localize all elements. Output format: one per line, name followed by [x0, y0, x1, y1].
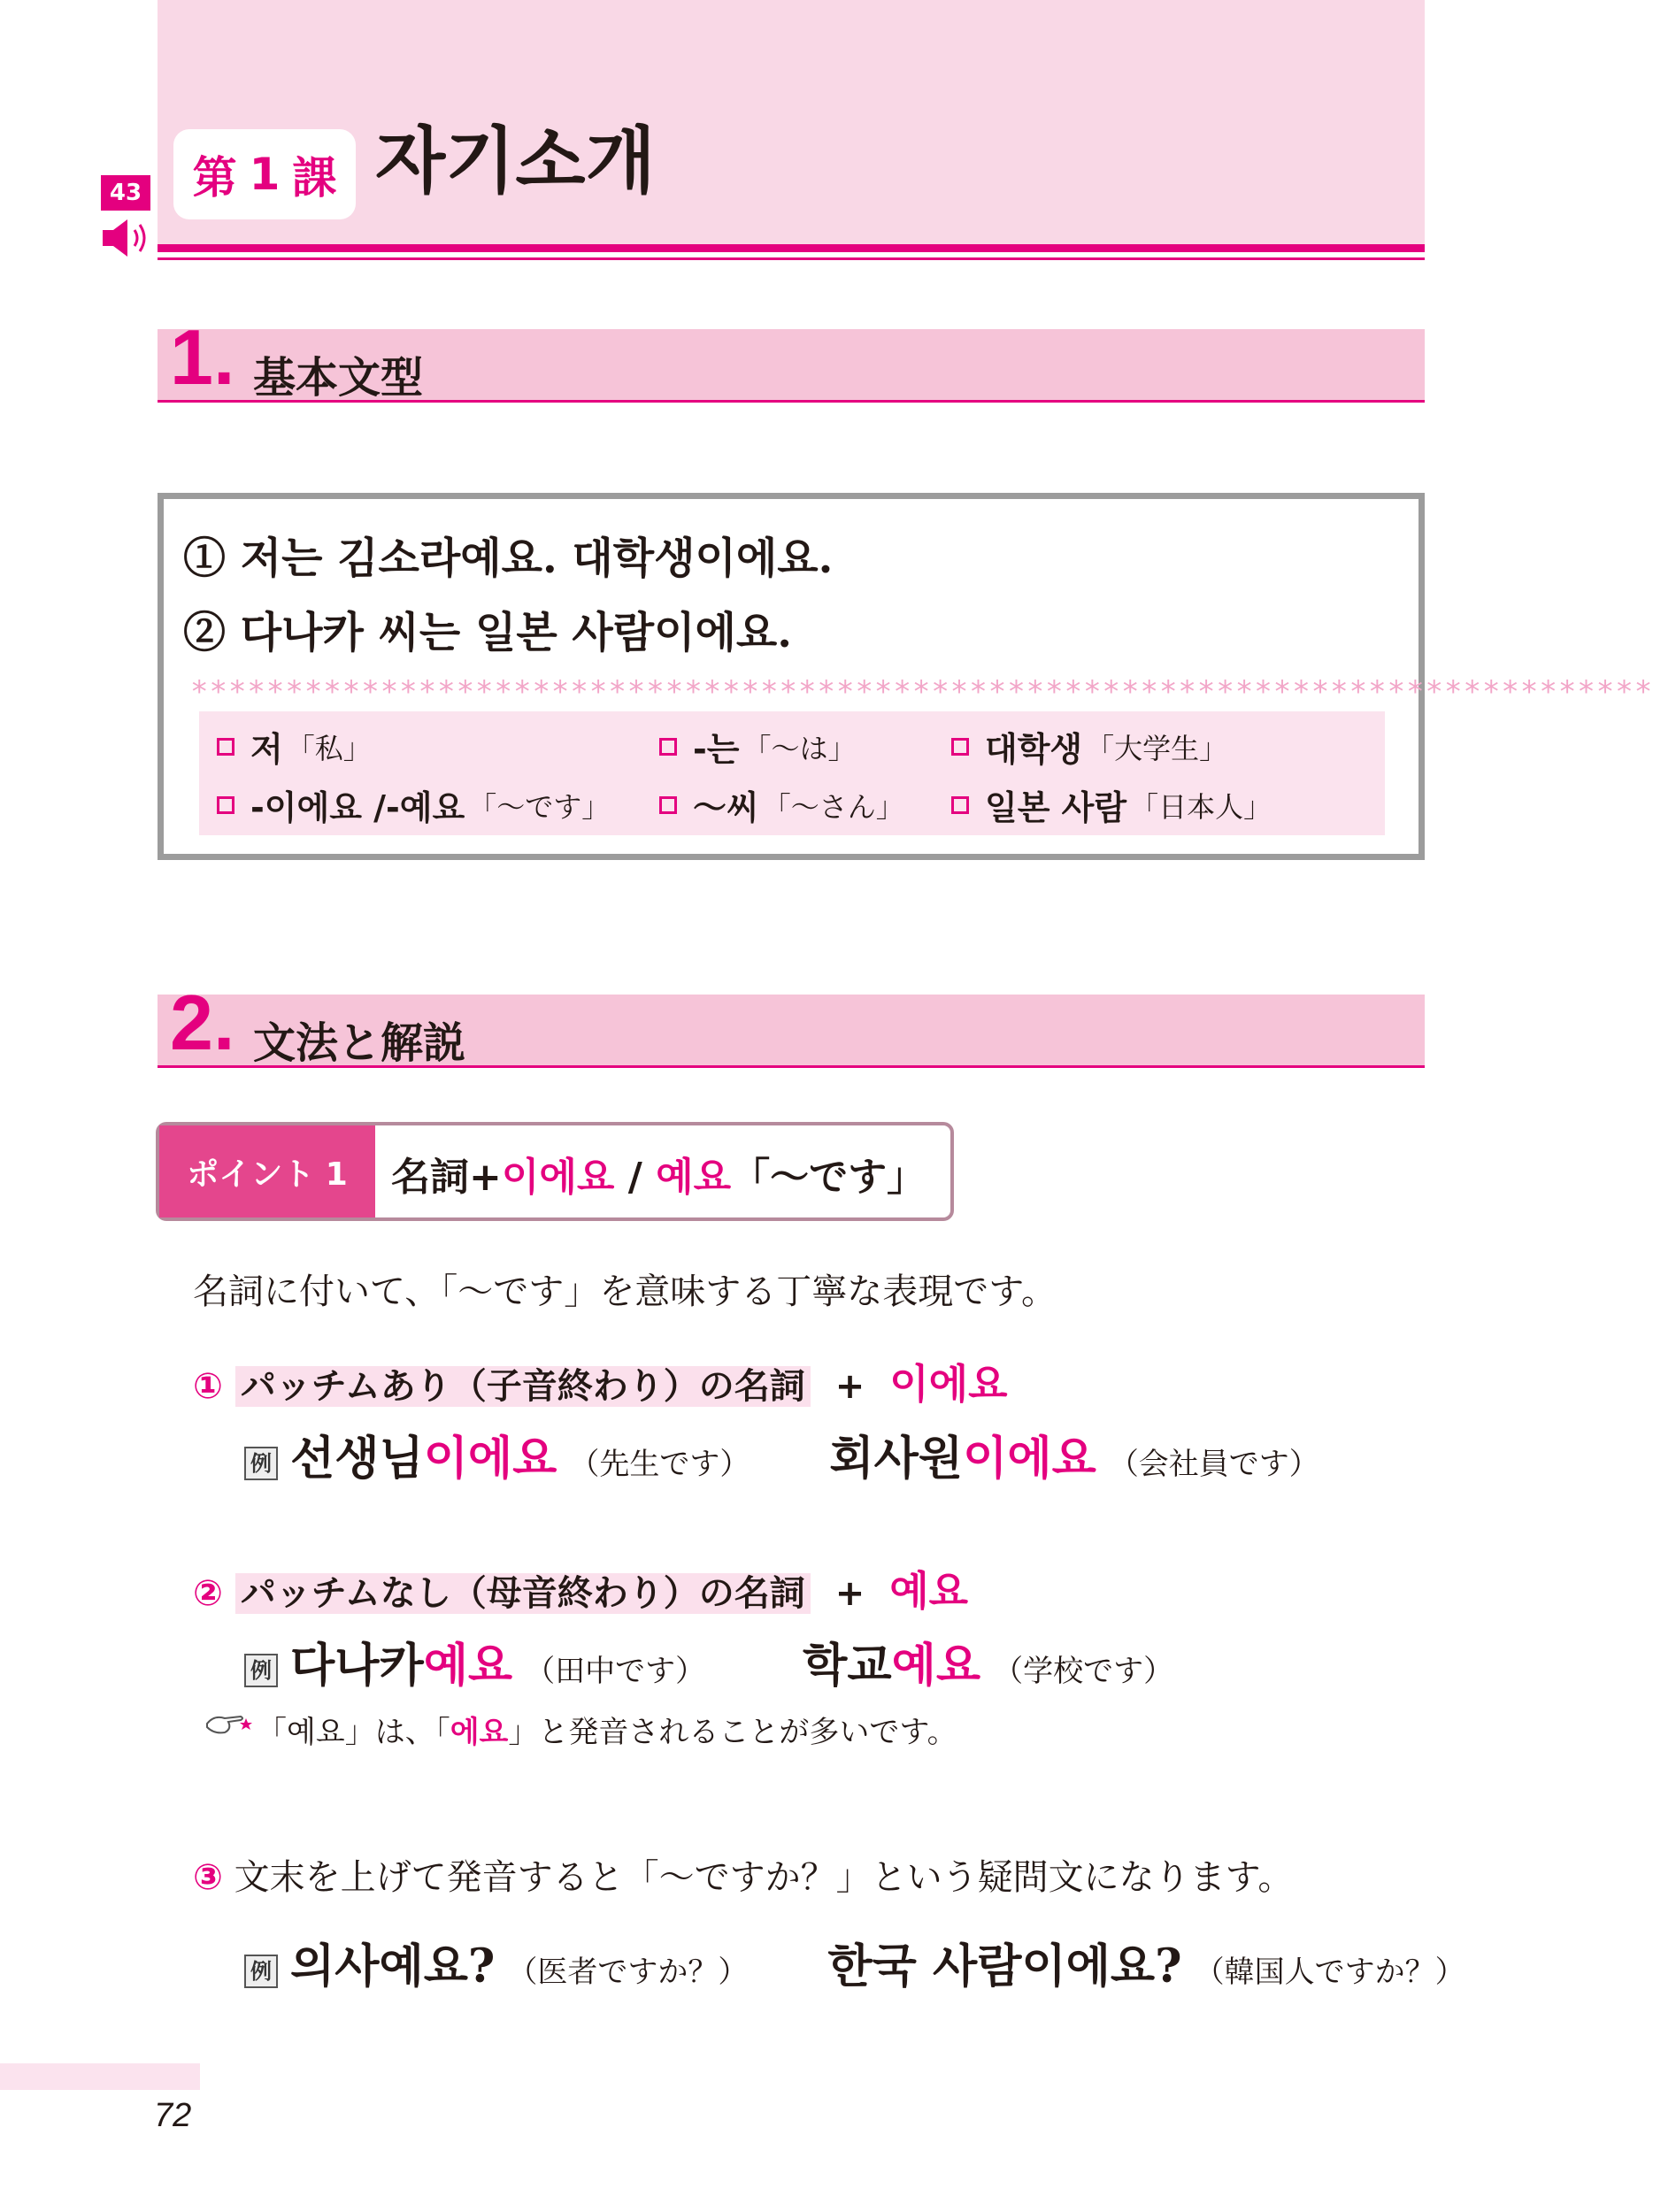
checkbox-icon — [659, 738, 677, 756]
rule-3-examples: 例 의사예요? （医者ですか？） 한국 사람이에요? （韓国人ですか？） — [244, 1929, 1465, 1995]
pattern-sentence-1: ① 저는 김소라예요. 대학생이에요. — [183, 534, 834, 583]
pattern-sentence-2: ② 다나카 씨는 일본 사람이에요. — [183, 608, 792, 657]
point-label: ポイント 1 — [159, 1125, 375, 1217]
pronunciation-note: 「예요」は、「에요」と発音されることが多いです。 — [257, 1715, 957, 1750]
lesson-suffix: 課 — [292, 152, 337, 204]
checkbox-icon — [951, 738, 969, 756]
vocab-item: 저 「私」 — [217, 722, 372, 771]
checkbox-icon — [659, 796, 677, 814]
checkbox-icon — [217, 796, 234, 814]
grammar-point-box — [156, 1122, 954, 1221]
section-number: 1. — [170, 313, 235, 401]
section-1-header — [158, 313, 1425, 403]
rule-1-heading: ① パッチムあり（子音終わり）の名詞 + 이에요 — [193, 1360, 1008, 1408]
speaker-icon[interactable] — [101, 216, 154, 260]
basic-pattern-box — [158, 493, 1653, 860]
section-title: 基本文型 — [253, 353, 424, 403]
checkbox-icon — [217, 738, 234, 756]
rule-2-heading: ② パッチムなし（母音終わり）の名詞 + 예요 — [193, 1567, 969, 1615]
section-number: 2. — [170, 979, 235, 1066]
rule-3-heading: ③ 文末を上げて発音すると「～ですか？」という疑問文になります。 — [193, 1857, 1294, 1898]
checkbox-icon — [951, 796, 969, 814]
example-mark-icon: 例 — [244, 1955, 278, 1988]
rule-2-examples: 例 다나카 예요 （田中です） 학교 예요 （学校です） — [244, 1628, 1173, 1694]
lesson-badge — [173, 129, 356, 219]
point-text: 名詞+이에요 / 예요「～です」 — [391, 1155, 926, 1200]
vocab-item: -이에요 /-예요 「～です」 — [217, 780, 610, 829]
vocab-item: -는 「～は」 — [659, 722, 857, 771]
lesson-prefix: 第 — [192, 152, 237, 204]
page-number: 72 — [154, 2097, 192, 2134]
vocab-list — [199, 711, 1385, 835]
example-mark-icon: 例 — [244, 1447, 278, 1480]
pointing-hand-icon — [205, 1708, 253, 1740]
header-rule-thin — [158, 257, 1425, 260]
vocab-item: ～씨 「～さん」 — [659, 780, 904, 829]
section-2-header — [158, 979, 1425, 1068]
section-title: 文法と解説 — [253, 1018, 466, 1068]
vocab-item: 대학생 「大学生」 — [951, 722, 1227, 771]
lesson-title: 자기소개 — [375, 119, 656, 204]
page-strip — [0, 2063, 200, 2090]
example-mark-icon: 例 — [244, 1654, 278, 1687]
rule-1-examples: 例 선생님 이에요 （先生です） 회사원 이에요 （会社員です） — [244, 1421, 1319, 1487]
lesson-number: 1 — [249, 149, 281, 200]
intro-text: 名詞に付いて、「～です」を意味する丁寧な表現です。 — [193, 1271, 1057, 1312]
star-divider: ***************************************************************************** — [190, 674, 1653, 710]
vocab-item: 일본 사람 「日本人」 — [951, 780, 1272, 829]
header-rule — [158, 244, 1425, 252]
audio-track-number: 43 — [101, 175, 150, 211]
